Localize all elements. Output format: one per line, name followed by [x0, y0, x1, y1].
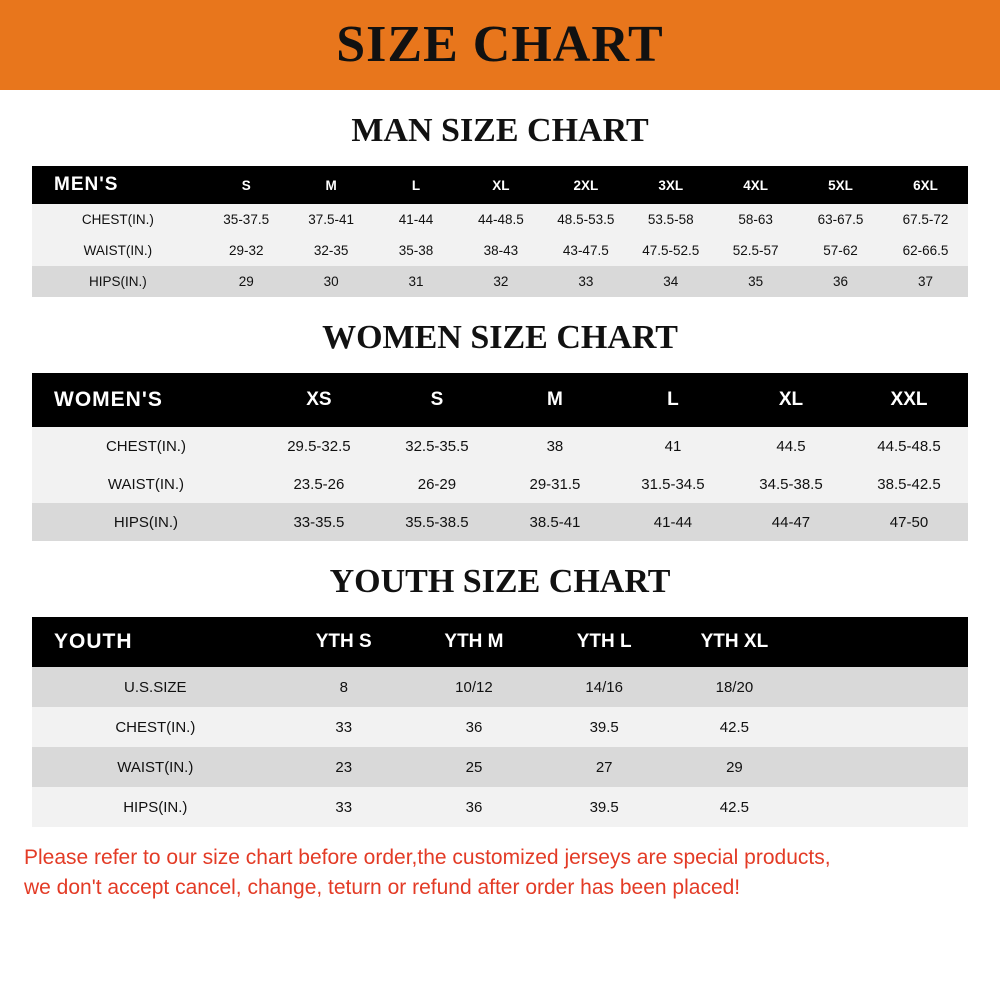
youth-chest-l: 39.5 — [539, 707, 669, 747]
table-header-row — [32, 166, 968, 204]
header-banner — [0, 0, 1000, 90]
youth-hips-xl: 42.5 — [669, 787, 799, 827]
women-hips-xxl: 47-50 — [850, 503, 968, 541]
women-waist-m: 29-31.5 — [496, 465, 614, 503]
men-header-s: S — [204, 166, 289, 204]
youth-waist-s: 23 — [279, 747, 409, 787]
women-waist-s: 26-29 — [378, 465, 496, 503]
women-header-s: S — [378, 373, 496, 427]
youth-chest-s: 33 — [279, 707, 409, 747]
youth-waist-spacer — [800, 747, 968, 787]
women-header-l: L — [614, 373, 732, 427]
youth-section-title: YOUTH SIZE CHART — [329, 563, 671, 600]
disclaimer-note — [0, 827, 1000, 904]
women-table-wrap — [0, 373, 1000, 541]
men-table-header — [32, 166, 968, 204]
women-chest-xs: 29.5-32.5 — [260, 427, 378, 465]
youth-row-waist-label: WAIST(IN.) — [32, 747, 279, 787]
women-table-header — [32, 373, 968, 427]
youth-header-xl: YTH XL — [669, 617, 799, 667]
men-chest-6xl: 67.5-72 — [883, 204, 968, 235]
youth-chest-xl: 42.5 — [669, 707, 799, 747]
men-row-chest-label: CHEST(IN.) — [32, 204, 204, 235]
men-header-xl: XL — [458, 166, 543, 204]
women-hips-xs: 33-35.5 — [260, 503, 378, 541]
men-header-2xl: 2XL — [543, 166, 628, 204]
table-row — [32, 465, 968, 503]
men-chest-l: 41-44 — [374, 204, 459, 235]
table-row — [32, 747, 968, 787]
youth-table-body — [32, 667, 968, 827]
men-size-table — [32, 166, 968, 297]
youth-chest-spacer — [800, 707, 968, 747]
men-hips-s: 29 — [204, 266, 289, 297]
men-waist-3xl: 47.5-52.5 — [628, 235, 713, 266]
men-header-5xl: 5XL — [798, 166, 883, 204]
women-row-waist-label: WAIST(IN.) — [32, 465, 260, 503]
youth-ussize-xl: 18/20 — [669, 667, 799, 707]
women-chest-l: 41 — [614, 427, 732, 465]
youth-waist-m: 25 — [409, 747, 539, 787]
men-hips-2xl: 33 — [543, 266, 628, 297]
youth-header-m: YTH M — [409, 617, 539, 667]
table-row — [32, 266, 968, 297]
women-waist-xxl: 38.5-42.5 — [850, 465, 968, 503]
youth-ussize-spacer — [800, 667, 968, 707]
women-chest-s: 32.5-35.5 — [378, 427, 496, 465]
men-waist-2xl: 43-47.5 — [543, 235, 628, 266]
women-table-body — [32, 427, 968, 541]
youth-table-header — [32, 617, 968, 667]
women-header-m: M — [496, 373, 614, 427]
men-table-wrap — [0, 166, 1000, 297]
youth-waist-xl: 29 — [669, 747, 799, 787]
women-header-label: WOMEN'S — [32, 373, 260, 427]
men-header-3xl: 3XL — [628, 166, 713, 204]
men-header-m: M — [289, 166, 374, 204]
women-header-xs: XS — [260, 373, 378, 427]
youth-hips-spacer — [800, 787, 968, 827]
youth-chest-m: 36 — [409, 707, 539, 747]
men-chest-5xl: 63-67.5 — [798, 204, 883, 235]
youth-table-wrap — [0, 617, 1000, 827]
men-header-l: L — [374, 166, 459, 204]
table-row — [32, 503, 968, 541]
women-hips-s: 35.5-38.5 — [378, 503, 496, 541]
table-row — [32, 707, 968, 747]
men-chest-3xl: 53.5-58 — [628, 204, 713, 235]
men-chest-m: 37.5-41 — [289, 204, 374, 235]
men-waist-m: 32-35 — [289, 235, 374, 266]
youth-size-table — [32, 617, 968, 827]
women-waist-xs: 23.5-26 — [260, 465, 378, 503]
men-header-4xl: 4XL — [713, 166, 798, 204]
disclaimer-line-1: Please refer to our size chart before order,the customized jerseys are special products, — [24, 846, 831, 869]
table-row — [32, 427, 968, 465]
women-chest-xxl: 44.5-48.5 — [850, 427, 968, 465]
women-hips-xl: 44-47 — [732, 503, 850, 541]
women-waist-xl: 34.5-38.5 — [732, 465, 850, 503]
men-hips-6xl: 37 — [883, 266, 968, 297]
youth-hips-l: 39.5 — [539, 787, 669, 827]
youth-header-s: YTH S — [279, 617, 409, 667]
men-row-waist-label: WAIST(IN.) — [32, 235, 204, 266]
youth-row-ussize-label: U.S.SIZE — [32, 667, 279, 707]
women-header-xl: XL — [732, 373, 850, 427]
table-row — [32, 787, 968, 827]
table-row — [32, 667, 968, 707]
youth-header-label: YOUTH — [32, 617, 279, 667]
youth-hips-m: 36 — [409, 787, 539, 827]
table-header-row — [32, 373, 968, 427]
youth-hips-s: 33 — [279, 787, 409, 827]
women-chest-xl: 44.5 — [732, 427, 850, 465]
women-row-chest-label: CHEST(IN.) — [32, 427, 260, 465]
youth-ussize-s: 8 — [279, 667, 409, 707]
men-waist-5xl: 57-62 — [798, 235, 883, 266]
youth-waist-l: 27 — [539, 747, 669, 787]
youth-header-spacer — [800, 617, 968, 667]
men-hips-3xl: 34 — [628, 266, 713, 297]
men-chest-2xl: 48.5-53.5 — [543, 204, 628, 235]
women-section-title: WOMEN SIZE CHART — [322, 319, 678, 356]
youth-header-l: YTH L — [539, 617, 669, 667]
women-chest-m: 38 — [496, 427, 614, 465]
men-chest-s: 35-37.5 — [204, 204, 289, 235]
men-waist-l: 35-38 — [374, 235, 459, 266]
table-row — [32, 235, 968, 266]
women-row-hips-label: HIPS(IN.) — [32, 503, 260, 541]
men-waist-s: 29-32 — [204, 235, 289, 266]
women-size-table — [32, 373, 968, 541]
men-waist-4xl: 52.5-57 — [713, 235, 798, 266]
youth-row-chest-label: CHEST(IN.) — [32, 707, 279, 747]
men-hips-5xl: 36 — [798, 266, 883, 297]
men-header-6xl: 6XL — [883, 166, 968, 204]
men-hips-l: 31 — [374, 266, 459, 297]
disclaimer-line-2: we don't accept cancel, change, teturn or refund after order has been placed! — [24, 876, 741, 900]
men-waist-6xl: 62-66.5 — [883, 235, 968, 266]
table-header-row — [32, 617, 968, 667]
men-table-body — [32, 204, 968, 297]
men-chest-xl: 44-48.5 — [458, 204, 543, 235]
youth-ussize-m: 10/12 — [409, 667, 539, 707]
men-hips-xl: 32 — [458, 266, 543, 297]
table-row — [32, 204, 968, 235]
women-waist-l: 31.5-34.5 — [614, 465, 732, 503]
men-hips-m: 30 — [289, 266, 374, 297]
youth-row-hips-label: HIPS(IN.) — [32, 787, 279, 827]
page-title: SIZE CHART — [336, 16, 664, 73]
men-header-label: MEN'S — [32, 166, 204, 204]
men-hips-4xl: 35 — [713, 266, 798, 297]
women-header-xxl: XXL — [850, 373, 968, 427]
women-hips-m: 38.5-41 — [496, 503, 614, 541]
men-section-title: MAN SIZE CHART — [351, 112, 649, 149]
women-hips-l: 41-44 — [614, 503, 732, 541]
men-chest-4xl: 58-63 — [713, 204, 798, 235]
men-waist-xl: 38-43 — [458, 235, 543, 266]
youth-ussize-l: 14/16 — [539, 667, 669, 707]
men-row-hips-label: HIPS(IN.) — [32, 266, 204, 297]
